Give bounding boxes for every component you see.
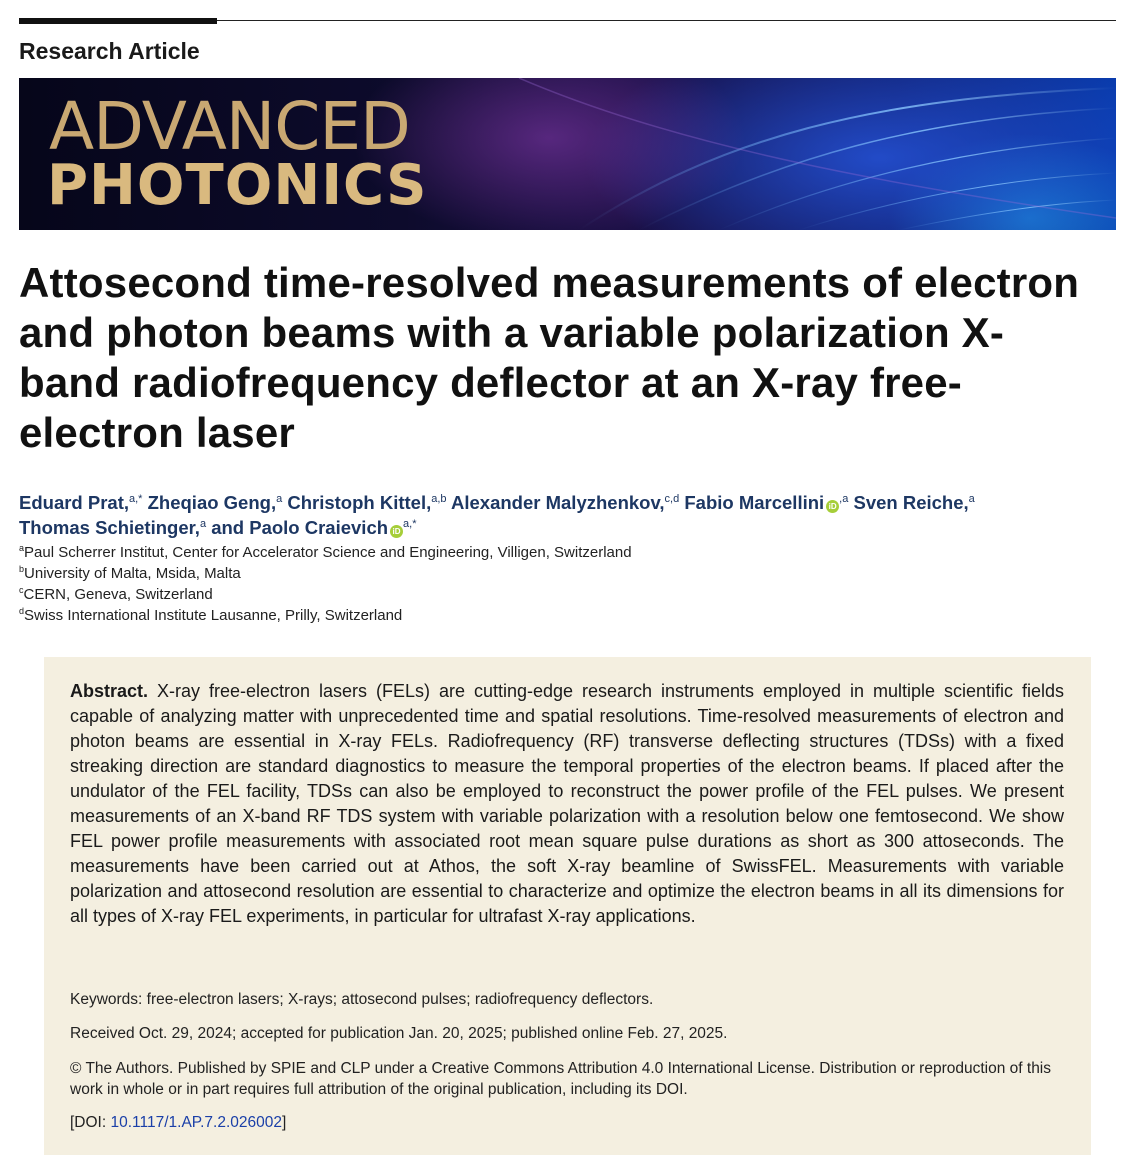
journal-name-line1: ADVANCED bbox=[49, 88, 410, 165]
author-list bbox=[19, 490, 1119, 540]
orcid-icon[interactable]: iD bbox=[826, 500, 839, 513]
author[interactable]: Alexander Malyzhenkov,$^{c,d}$ bbox=[451, 492, 680, 513]
article-title: Attosecond time-resolved measurements of electron and photon beams with a variable polarization X-band radiofrequency deflector at an X-ray free-electron laser bbox=[19, 259, 1080, 456]
author[interactable]: and Paolo Craievich $iD^{a,*}$ bbox=[211, 517, 417, 538]
author[interactable]: Thomas Schietinger,$^a$ bbox=[19, 517, 207, 538]
journal-banner bbox=[19, 78, 1116, 230]
journal-name-line2: PHOTONICS bbox=[47, 153, 428, 218]
keywords: Keywords: free-electron lasers; X-rays; attosecond pulses; radiofrequency deflectors. bbox=[70, 991, 654, 1008]
affiliation: $^a$Paul Scherrer Institut, Center for Accelerator Science and Engineering, Villigen, Switzerland bbox=[19, 543, 632, 561]
affiliation: $^c$CERN, Geneva, Switzerland bbox=[19, 585, 213, 603]
doi-link[interactable]: 10.1117/1.AP.7.2.026002 bbox=[110, 1114, 283, 1131]
abstract-heading: Abstract. bbox=[70, 681, 149, 701]
abstract-body: X-ray free-electron lasers (FELs) are cutting-edge research instruments employed in multiple scientific fields capable of analyzing matter with unprecedented time and spatial resolutions. Time-resolved measurements of electron and photon beams are essential in X-ray FELs. Radiofrequency (RF) transverse deflecting structures (TDSs) with a fixed streaking direction are standard diagnostics to measure the temporal properties of the electron beams. If placed after the undulator of the FEL facility, TDSs can also be employed to reconstruct the power profile of the FEL pulses. We present measurements of an X-band RF TDS system with variable polarization with a resolution below one femtosecond. We show FEL power profile measurements with associated root mean square pulse durations as short as 300 attoseconds. The measurements have been carried out at Athos, the soft X-ray beamline of SwissFEL. Measurements with variable polarization and attosecond resolution are essential to characterize and optimize the electron beams in all its dimensions for all types of X-ray FEL experiments, in particular for ultrafast X-ray applications. bbox=[70, 681, 1064, 926]
top-rule-accent bbox=[19, 18, 217, 24]
abstract-panel bbox=[44, 657, 1091, 1155]
doi-line: [DOI: 10.1117/1.AP.7.2.026002] bbox=[70, 1114, 287, 1131]
article-type-label: Research Article bbox=[19, 38, 200, 64]
affiliation: $^b$University of Malta, Msida, Malta bbox=[19, 564, 241, 582]
license-statement: © The Authors. Published by SPIE and CLP under a Creative Commons Attribution 4.0 International License. Distribution or reproduction of this work in whole or in part requires full attribution of the original publication, including its DOI. bbox=[70, 1060, 1052, 1098]
abstract-text bbox=[70, 679, 1064, 929]
orcid-icon[interactable]: iD bbox=[390, 525, 403, 538]
author[interactable]: Christoph Kittel,$^{a,b}$ bbox=[287, 492, 447, 513]
author[interactable]: Fabio Marcellini $iD^{,a}$ bbox=[684, 492, 849, 513]
author[interactable]: Zheqiao Geng,$^a$ bbox=[147, 492, 283, 513]
publication-dates: Received Oct. 29, 2024; accepted for publication Jan. 20, 2025; published online Feb. 27, 2025. bbox=[70, 1025, 728, 1042]
affiliation-list bbox=[19, 542, 632, 626]
author[interactable]: Eduard Prat,$^{a,*}$ bbox=[19, 492, 143, 513]
author[interactable]: Sven Reiche,$^a$ bbox=[853, 492, 975, 513]
affiliation: $^d$Swiss International Institute Lausanne, Prilly, Switzerland bbox=[19, 606, 403, 624]
